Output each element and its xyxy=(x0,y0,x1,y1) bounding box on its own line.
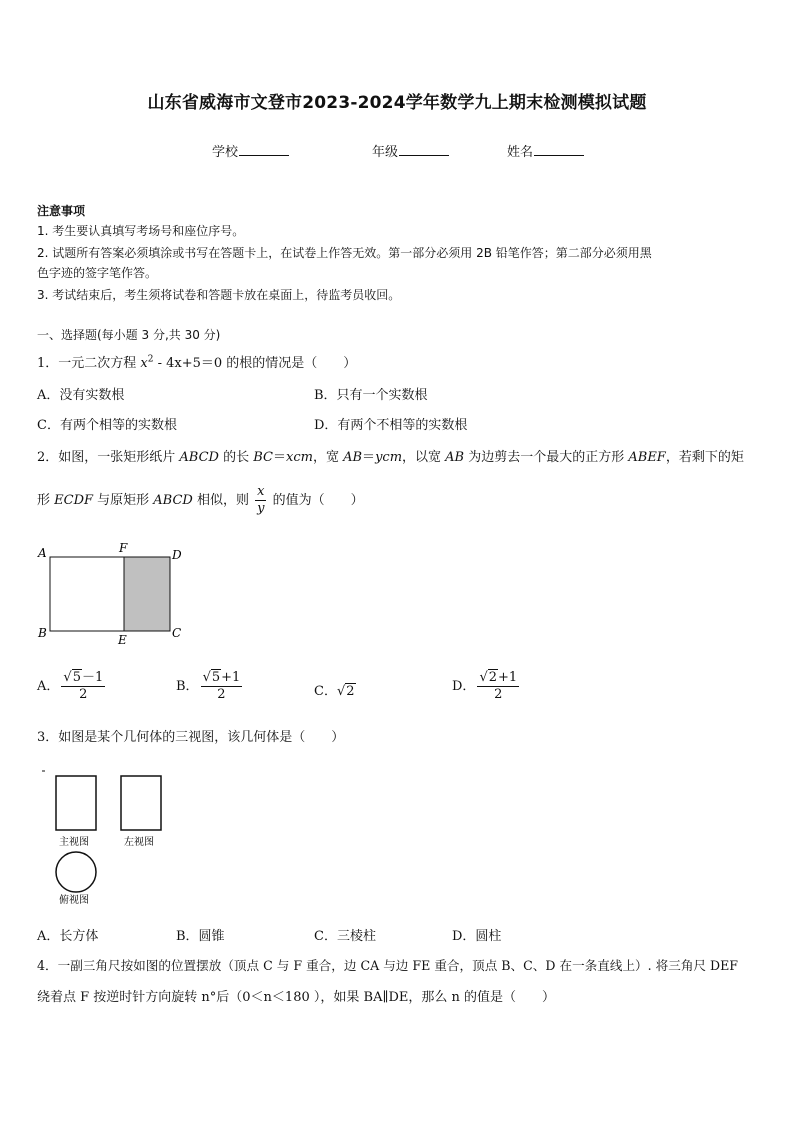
question-4-stem-line1: 4．一副三角尺按如图的位置摆放（顶点 C 与 F 重合，边 CA 与边 FE 重合，顶点 B、C、D 在一条直线上）. 将三角尺 DEF xyxy=(37,958,739,973)
front-view-rectangle xyxy=(56,776,96,830)
name-blank xyxy=(534,143,584,156)
q3-option-b[interactable]: B．圆锥 xyxy=(176,929,225,944)
name-label: 姓名 xyxy=(507,145,534,160)
q1-option-a[interactable]: A．没有实数根 xyxy=(37,388,125,403)
q2-option-c[interactable]: C．√2 xyxy=(314,684,355,699)
label-c: C xyxy=(172,626,182,640)
q1-option-b[interactable]: B．只有一个实数根 xyxy=(314,388,428,403)
shaded-rectangle-ecdf xyxy=(124,557,170,631)
note-item: 1. 考生要认真填写考场号和座位序号。 xyxy=(37,224,245,238)
question-2-stem-line1: 2．如图，一张矩形纸片 ABCD 的长 BC＝xcm，宽 AB＝ycm，以宽 AB 为边剪去一个最大的正方形 ABEF，若剩下的矩 xyxy=(37,450,744,465)
front-view-label: 主视图 xyxy=(59,837,89,848)
note-item: 3. 考试结束后，考生须将试卷和答题卡放在桌面上，待监考员收回。 xyxy=(37,288,401,302)
question-1-stem: 1．一元二次方程 $x^2 - 4x+5=0$ 的根的情况是（ ） xyxy=(37,354,357,371)
q1-option-c[interactable]: C．有两个相等的实数根 xyxy=(37,418,177,433)
page-title: 山东省威海市文登市2023-2024学年数学九上期末检测模拟试题 xyxy=(147,93,647,113)
question-2-stem-line2: 形 ECDF 与原矩形 ABCD 相似，则 $\frac{x}{y}$ 的值为（ ） xyxy=(37,484,364,516)
grade-field xyxy=(372,141,449,160)
label-a: A xyxy=(38,546,47,560)
left-view-label: 左视图 xyxy=(124,837,154,848)
label-e: E xyxy=(118,633,127,647)
q3-option-c[interactable]: C．三棱柱 xyxy=(314,929,376,944)
x-over-y-fraction: $\frac{x}{y}$ xyxy=(257,484,265,516)
section-heading: 一、选择题(每小题 3 分,共 30 分) xyxy=(37,328,221,342)
question-3-stem: 3．如图是某个几何体的三视图，该几何体是（ ） xyxy=(37,730,345,745)
three-views-figure xyxy=(40,768,180,908)
q2-option-b[interactable]: B． $\frac{√5+1}{2}$ xyxy=(176,670,241,702)
top-view-circle xyxy=(56,852,96,892)
question-4-stem-line2: 绕着点 F 按逆时针方向旋转 n°后（0＜n＜180 ），如果 BA∥DE，那么 n 的值是（ ） xyxy=(37,990,556,1005)
label-d: D xyxy=(172,548,182,562)
note-item: 2. 试题所有答案必须填涂或书写在答题卡上，在试卷上作答无效。第一部分必须用 2B 铅笔作答；第二部分必须用黑 xyxy=(37,246,652,260)
label-f: F xyxy=(119,543,128,555)
note-item: 色字迹的签字笔作答。 xyxy=(37,266,158,280)
q3-option-a[interactable]: A．长方体 xyxy=(37,929,99,944)
q3-option-d[interactable]: D．圆柱 xyxy=(452,929,502,944)
name-field xyxy=(507,141,584,160)
left-view-rectangle xyxy=(121,776,161,830)
q1-option-d[interactable]: D．有两个不相等的实数根 xyxy=(314,418,468,433)
q2-option-d[interactable]: D． $\frac{√2+1}{2}$ xyxy=(452,670,518,702)
q2-option-a[interactable]: A． $\frac{√5-1}{2}$ xyxy=(37,670,104,702)
school-blank xyxy=(239,143,289,156)
school-label: 学校 xyxy=(212,145,239,160)
school-field xyxy=(212,141,289,160)
notes-heading: 注意事项 xyxy=(37,204,86,218)
label-b: B xyxy=(38,626,47,640)
grade-blank xyxy=(399,143,449,156)
top-view-label: 俯视图 xyxy=(59,895,89,906)
rectangle-figure xyxy=(36,543,186,648)
grade-label: 年级 xyxy=(372,145,399,160)
